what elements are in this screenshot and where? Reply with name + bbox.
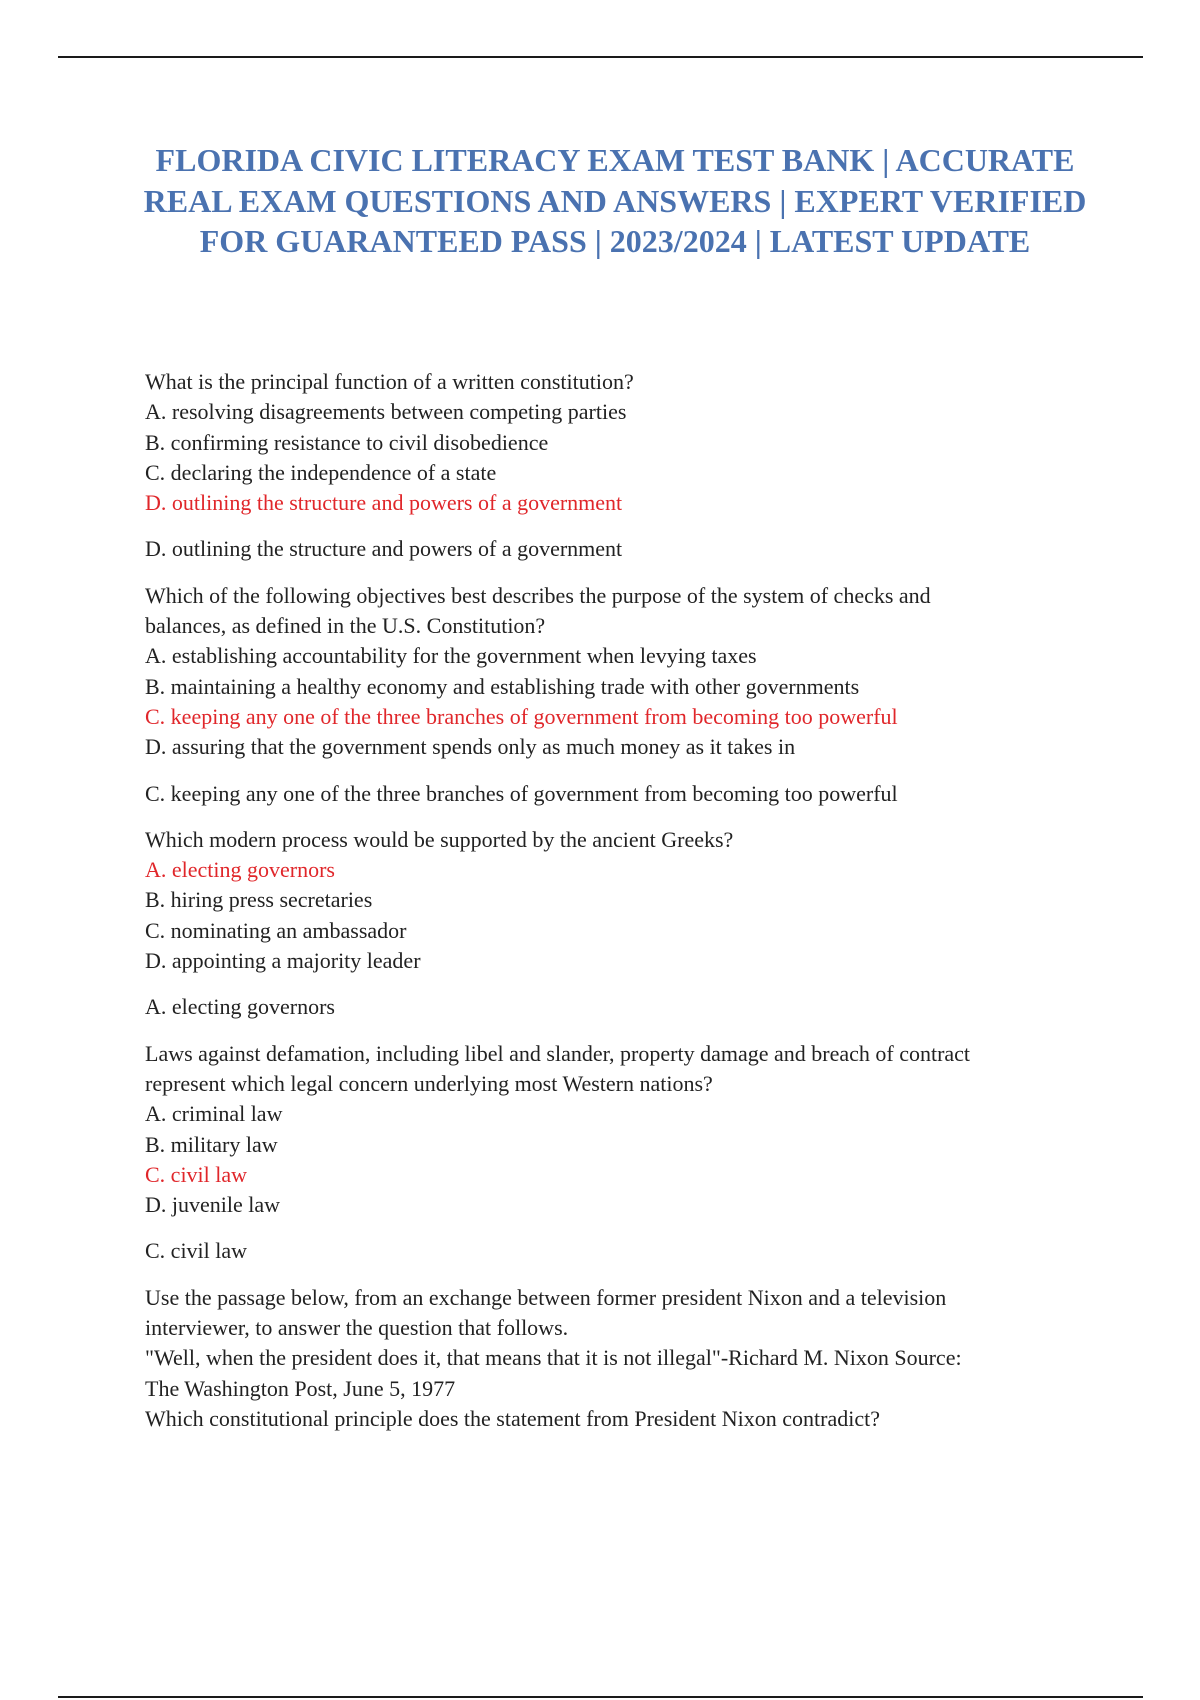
- question-1-answer-text: D. outlining the structure and powers of a government: [145, 536, 623, 562]
- question-4-option-a: A. criminal law: [145, 1101, 283, 1127]
- question-5-prompt-line-2: interviewer, to answer the question that follows.: [145, 1315, 569, 1341]
- question-5: [145, 1283, 1065, 1434]
- question-2: [145, 581, 1065, 763]
- question-4-option-b: B. military law: [145, 1131, 278, 1157]
- question-2-answer-text: C. keeping any one of the three branches of government from becoming too powerful: [145, 780, 898, 806]
- question-2-option-b: B. maintaining a healthy economy and establishing trade with other governments: [145, 673, 860, 699]
- question-5-quote-line-2: The Washington Post, June 5, 1977: [145, 1375, 456, 1401]
- question-4-prompt-line-2: represent which legal concern underlying most Western nations?: [145, 1070, 713, 1096]
- question-list: [145, 367, 1065, 1434]
- question-1-prompt: What is the principal function of a written constitution?: [145, 369, 634, 394]
- question-4: [145, 1039, 1065, 1221]
- bottom-rule: [58, 1696, 1143, 1698]
- document-title: FLORIDA CIVIC LITERACY EXAM TEST BANK | ACCURATE REAL EXAM QUESTIONS AND ANSWERS | EXPERT VERIFIED FOR GUARANTEED PASS | 2023/2024 | LATEST UPDATE: [143, 142, 1087, 259]
- question-3-prompt: Which modern process would be supported by the ancient Greeks?: [145, 826, 734, 852]
- question-4-option-c-correct: C. civil law: [145, 1161, 248, 1187]
- question-3: [145, 825, 1065, 976]
- question-5-quote-line-1: "Well, when the president does it, that means that it is not illegal"-Richard M. Nixon Source:: [145, 1345, 962, 1371]
- question-2-answer: [145, 779, 1065, 809]
- question-2-option-a: A. establishing accountability for the government when levying taxes: [145, 643, 757, 669]
- question-1-option-c: C. declaring the independence of a state: [145, 459, 497, 485]
- question-4-answer-text: C. civil law: [145, 1238, 248, 1264]
- question-3-option-c: C. nominating an ambassador: [145, 917, 407, 943]
- question-4-answer: [145, 1236, 1065, 1266]
- question-1: [145, 367, 1065, 518]
- question-2-option-c-correct: C. keeping any one of the three branches of government from becoming too powerful: [145, 703, 898, 729]
- question-1-option-a: A. resolving disagreements between competing parties: [145, 399, 627, 425]
- question-3-answer: [145, 992, 1065, 1022]
- question-3-option-a-correct: A. electing governors: [145, 857, 335, 883]
- question-2-option-d: D. assuring that the government spends only as much money as it takes in: [145, 734, 796, 760]
- question-1-answer: [145, 534, 1065, 564]
- question-1-option-d-correct: D. outlining the structure and powers of a government: [145, 490, 623, 516]
- question-4-prompt-line-1: Laws against defamation, including libel and slander, property damage and breach of contract: [145, 1040, 971, 1066]
- question-4-option-d: D. juvenile law: [145, 1192, 281, 1218]
- question-1-option-b: B. confirming resistance to civil disobedience: [145, 429, 549, 455]
- question-5-question-line: Which constitutional principle does the statement from President Nixon contradict?: [145, 1405, 880, 1431]
- question-3-option-b: B. hiring press secretaries: [145, 887, 373, 913]
- question-2-prompt-line-1: Which of the following objectives best describes the purpose of the system of checks and: [145, 582, 931, 608]
- question-3-answer-text: A. electing governors: [145, 994, 335, 1020]
- top-rule: [58, 56, 1143, 58]
- question-5-prompt-line-1: Use the passage below, from an exchange between former president Nixon and a television: [145, 1284, 947, 1310]
- question-3-option-d: D. appointing a majority leader: [145, 948, 421, 974]
- question-2-prompt-line-2: balances, as defined in the U.S. Constitution?: [145, 613, 546, 639]
